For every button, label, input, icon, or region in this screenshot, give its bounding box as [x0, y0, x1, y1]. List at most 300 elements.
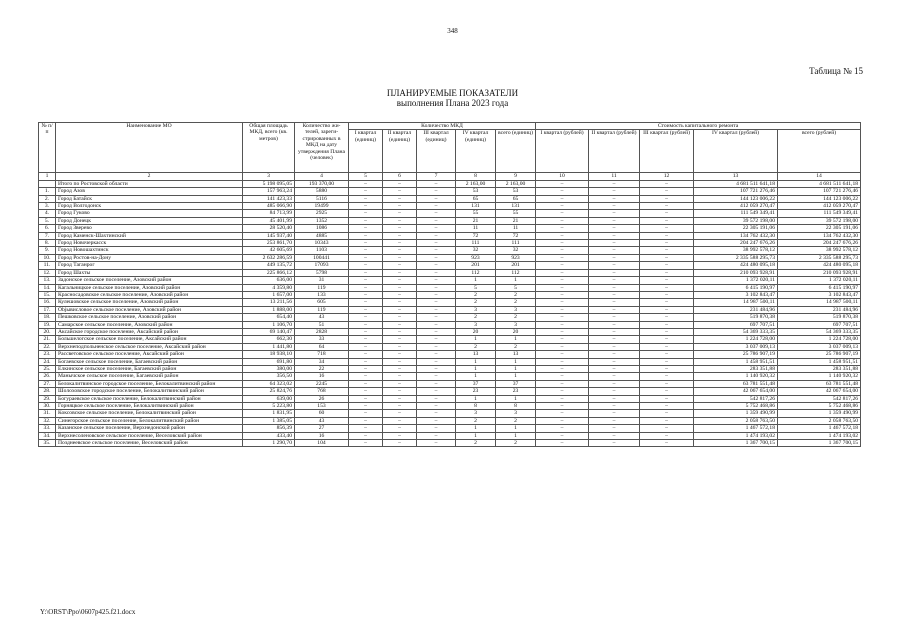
- cell-area: 1 290,70: [243, 440, 295, 447]
- dash-cell: –: [349, 328, 383, 335]
- cell-tot: 1: [496, 365, 536, 372]
- cell-q4r: 412 059 270,47: [694, 203, 778, 210]
- dash-cell: –: [383, 225, 417, 232]
- dash-cell: –: [536, 336, 589, 343]
- dash-cell: –: [536, 395, 589, 402]
- cell-n: 21.: [39, 336, 56, 343]
- cell-name: Город Донецк: [56, 217, 243, 224]
- dash-cell: –: [589, 232, 640, 239]
- cell-n: 4.: [39, 210, 56, 217]
- dash-cell: –: [536, 195, 589, 202]
- cell-tot: 8: [496, 403, 536, 410]
- cell-area: 145 937,40: [243, 232, 295, 239]
- cell-q4: 8: [456, 403, 496, 410]
- col-number: 3: [243, 173, 295, 180]
- table-row: [39, 358, 861, 365]
- cell-q4r: 5 752 468,86: [694, 403, 778, 410]
- table-row: [39, 336, 861, 343]
- cell-area: 636,00: [243, 277, 295, 284]
- dash-cell: –: [640, 321, 694, 328]
- dash-cell: –: [349, 225, 383, 232]
- dash-cell: –: [589, 306, 640, 313]
- cell-q4r: 111 549 349,41: [694, 210, 778, 217]
- cell-q4r: 134 762 432,30: [694, 232, 778, 239]
- cell-res: 10343: [295, 240, 349, 247]
- cell-totr: 4 681 511 641,18: [778, 180, 861, 187]
- dash-cell: –: [640, 440, 694, 447]
- cell-res: 153: [295, 403, 349, 410]
- cell-area: 141 423,33: [243, 195, 295, 202]
- cell-tot: 201: [496, 262, 536, 269]
- dash-cell: –: [536, 269, 589, 276]
- header-q4-units: IV квартал (единиц): [456, 130, 496, 173]
- title-line-2: выполнения Плана 2023 года: [396, 98, 509, 108]
- cell-name: Верхнесоленовское сельское поселение, Веселовский район: [56, 432, 243, 439]
- dash-cell: –: [640, 395, 694, 402]
- dash-cell: –: [417, 432, 456, 439]
- dash-cell: –: [383, 432, 417, 439]
- header-count-group: Количество МКД: [349, 123, 536, 130]
- dash-cell: –: [349, 336, 383, 343]
- header-q2-units: II квартал (единиц): [383, 130, 417, 173]
- dash-cell: –: [349, 232, 383, 239]
- dash-cell: –: [417, 417, 456, 424]
- cell-area: 380,00: [243, 365, 295, 372]
- dash-cell: –: [383, 284, 417, 291]
- cell-n: 28.: [39, 388, 56, 395]
- dash-cell: –: [640, 358, 694, 365]
- cell-area: 157 963,24: [243, 188, 295, 195]
- cell-name: Елкинское сельское поселение, Багаевский район: [56, 365, 243, 372]
- cell-q4: 32: [456, 247, 496, 254]
- dash-cell: –: [349, 180, 383, 187]
- dash-cell: –: [536, 225, 589, 232]
- dash-cell: –: [383, 351, 417, 358]
- cell-name: Кагальницкое сельское поселение, Азовский район: [56, 284, 243, 291]
- cell-name: Красносадовское сельское поселение, Азовский район: [56, 291, 243, 298]
- dash-cell: –: [383, 269, 417, 276]
- cell-q4: 5: [456, 284, 496, 291]
- cell-res: 19499: [295, 203, 349, 210]
- cell-n: 34.: [39, 432, 56, 439]
- dash-cell: –: [589, 388, 640, 395]
- dash-cell: –: [536, 388, 589, 395]
- table-row: [39, 291, 861, 298]
- dash-cell: –: [349, 321, 383, 328]
- cell-name: Итого по Ростовской области: [56, 180, 243, 187]
- cell-q4: 37: [456, 380, 496, 387]
- cell-q4r: 14 987 500,11: [694, 299, 778, 306]
- cell-res: 34: [295, 358, 349, 365]
- table-row: [39, 328, 861, 335]
- cell-tot: 111: [496, 240, 536, 247]
- dash-cell: –: [589, 373, 640, 380]
- cell-tot: 2: [496, 314, 536, 321]
- dash-cell: –: [536, 425, 589, 432]
- cell-tot: 1: [496, 277, 536, 284]
- dash-cell: –: [589, 291, 640, 298]
- dash-cell: –: [536, 277, 589, 284]
- cell-res: 64: [295, 343, 349, 350]
- dash-cell: –: [349, 314, 383, 321]
- dash-cell: –: [589, 180, 640, 187]
- dash-cell: –: [589, 299, 640, 306]
- cell-totr: 412 059 270,47: [778, 203, 861, 210]
- cell-q4r: 1 474 193,02: [694, 432, 778, 439]
- cell-tot: 5: [496, 284, 536, 291]
- dash-cell: –: [589, 336, 640, 343]
- dash-cell: –: [640, 410, 694, 417]
- dash-cell: –: [640, 432, 694, 439]
- dash-cell: –: [536, 432, 589, 439]
- cell-tot: 1: [496, 432, 536, 439]
- table-body: [39, 180, 861, 447]
- dash-cell: –: [536, 343, 589, 350]
- dash-cell: –: [417, 321, 456, 328]
- dash-cell: –: [417, 425, 456, 432]
- header-residents: Количество жи-телей, зареги-стрированных в МКД на дату утверждения Плана (человек): [295, 123, 349, 173]
- dash-cell: –: [417, 358, 456, 365]
- table-row: [39, 417, 861, 424]
- cell-res: 119: [295, 306, 349, 313]
- dash-cell: –: [640, 225, 694, 232]
- cell-name: Город Батайск: [56, 195, 243, 202]
- dash-cell: –: [536, 247, 589, 254]
- cell-name: Рассветовское сельское поселение, Аксайский район: [56, 351, 243, 358]
- table-header: [39, 123, 861, 181]
- footer-path: Y:\ORST\Ppo\0607p425.f21.docx: [40, 608, 136, 616]
- cell-n: 24.: [39, 358, 56, 365]
- col-number: 13: [694, 173, 778, 180]
- dash-cell: –: [589, 425, 640, 432]
- cell-n: 15.: [39, 291, 56, 298]
- cell-res: 718: [295, 351, 349, 358]
- cell-area: 69 140,47: [243, 328, 295, 335]
- cell-tot: 2: [496, 440, 536, 447]
- dash-cell: –: [349, 247, 383, 254]
- table-row: [39, 269, 861, 276]
- page-number: 348: [447, 27, 458, 35]
- dash-cell: –: [349, 343, 383, 350]
- dash-cell: –: [417, 210, 456, 217]
- dash-cell: –: [383, 358, 417, 365]
- cell-totr: 1 474 193,02: [778, 432, 861, 439]
- table-label: Таблица № 15: [809, 66, 863, 76]
- cell-n: 10.: [39, 254, 56, 261]
- dash-cell: –: [536, 373, 589, 380]
- cell-totr: 39 572 198,00: [778, 217, 861, 224]
- dash-cell: –: [383, 403, 417, 410]
- cell-totr: 22 305 191,06: [778, 225, 861, 232]
- cell-tot: 2: [496, 417, 536, 424]
- cell-name: Большелогское сельское поселение, Аксайский район: [56, 336, 243, 343]
- dash-cell: –: [349, 217, 383, 224]
- table-row: [39, 432, 861, 439]
- dash-cell: –: [640, 417, 694, 424]
- dash-cell: –: [640, 314, 694, 321]
- cell-tot: 1: [496, 395, 536, 402]
- dash-cell: –: [349, 291, 383, 298]
- cell-n: 14.: [39, 284, 56, 291]
- cell-totr: 542 817,26: [778, 395, 861, 402]
- dash-cell: –: [349, 388, 383, 395]
- cell-name: Позднеевское сельское поселение, Веселовский район: [56, 440, 243, 447]
- dash-cell: –: [640, 247, 694, 254]
- cell-name: Город Таганрог: [56, 262, 243, 269]
- dash-cell: –: [383, 210, 417, 217]
- dash-cell: –: [640, 388, 694, 395]
- cell-name: Кулешовское сельское поселение, Азовский район: [56, 299, 243, 306]
- dash-cell: –: [349, 351, 383, 358]
- dash-cell: –: [417, 403, 456, 410]
- dash-cell: –: [536, 232, 589, 239]
- dash-cell: –: [349, 262, 383, 269]
- cell-name: Богаевское сельское поселение, Багаевский район: [56, 358, 243, 365]
- dash-cell: –: [536, 217, 589, 224]
- table-row: [39, 440, 861, 447]
- cell-name: Город Волгодонск: [56, 203, 243, 210]
- dash-cell: –: [589, 395, 640, 402]
- cell-res: 60: [295, 410, 349, 417]
- dash-cell: –: [640, 210, 694, 217]
- cell-name: Город Ростов-на-Дону: [56, 254, 243, 261]
- header-q3-units: III квартал (единиц): [417, 130, 456, 173]
- cell-q4r: 210 093 928,91: [694, 269, 778, 276]
- cell-area: 84 713,99: [243, 210, 295, 217]
- cell-q4r: 2 335 588 295,73: [694, 254, 778, 261]
- cell-res: 104: [295, 440, 349, 447]
- cell-name: Пешковское сельское поселение, Азовский район: [56, 314, 243, 321]
- cell-name: Верхнеподпольненское сельское поселение, Аксайский район: [56, 343, 243, 350]
- dash-cell: –: [589, 380, 640, 387]
- cell-q4r: 22 305 191,06: [694, 225, 778, 232]
- dash-cell: –: [589, 432, 640, 439]
- table-row: [39, 262, 861, 269]
- cell-area: 2 632 286,59: [243, 254, 295, 261]
- table-row: [39, 365, 861, 372]
- cell-n: 20.: [39, 328, 56, 335]
- dash-cell: –: [349, 254, 383, 261]
- table-row: [39, 321, 861, 328]
- cell-totr: 1 224 728,00: [778, 336, 861, 343]
- dash-cell: –: [640, 351, 694, 358]
- cell-q4r: 3 102 843,47: [694, 291, 778, 298]
- cell-tot: 2: [496, 291, 536, 298]
- cell-tot: 37: [496, 380, 536, 387]
- cell-res: 16: [295, 373, 349, 380]
- cell-area: 356,50: [243, 373, 295, 380]
- cell-area: 4 359,80: [243, 284, 295, 291]
- table-row: [39, 188, 861, 195]
- cell-area: 433,40: [243, 432, 295, 439]
- cell-n: 7.: [39, 232, 56, 239]
- cell-totr: 424 480 095,18: [778, 262, 861, 269]
- cell-name: Синегорское сельское поселение, Белокалитвинский район: [56, 417, 243, 424]
- dash-cell: –: [383, 203, 417, 210]
- cell-name: Город Шахты: [56, 269, 243, 276]
- dash-cell: –: [349, 358, 383, 365]
- cell-q4: 2 163,00: [456, 180, 496, 187]
- cell-tot: 53: [496, 188, 536, 195]
- dash-cell: –: [536, 188, 589, 195]
- cell-q4: 1: [456, 277, 496, 284]
- dash-cell: –: [383, 425, 417, 432]
- cell-q4r: 424 480 095,18: [694, 262, 778, 269]
- cell-q4: 111: [456, 240, 496, 247]
- cell-q4: 55: [456, 210, 496, 217]
- dash-cell: –: [640, 284, 694, 291]
- cell-n: 35.: [39, 440, 56, 447]
- cell-totr: 6 415 190,97: [778, 284, 861, 291]
- cell-totr: 1 458 951,51: [778, 358, 861, 365]
- dash-cell: –: [383, 373, 417, 380]
- dash-cell: –: [349, 425, 383, 432]
- cell-n: 25.: [39, 365, 56, 372]
- dash-cell: –: [536, 240, 589, 247]
- dash-cell: –: [536, 321, 589, 328]
- dash-cell: –: [640, 328, 694, 335]
- cell-q4: 23: [456, 388, 496, 395]
- dash-cell: –: [536, 203, 589, 210]
- cell-res: 5798: [295, 269, 349, 276]
- dash-cell: –: [417, 247, 456, 254]
- cell-res: 51: [295, 321, 349, 328]
- cell-q4r: 38 992 578,12: [694, 247, 778, 254]
- dash-cell: –: [536, 351, 589, 358]
- cell-q4r: 54 369 333,35: [694, 328, 778, 335]
- cell-totr: 144 123 006,22: [778, 195, 861, 202]
- cell-q4r: 231 484,96: [694, 306, 778, 313]
- cell-res: 2925: [295, 210, 349, 217]
- dash-cell: –: [589, 203, 640, 210]
- page-title: [0, 88, 905, 108]
- cell-res: 1352: [295, 217, 349, 224]
- cell-area: 253 861,70: [243, 240, 295, 247]
- cell-name: Город Каменск-Шахтинский: [56, 232, 243, 239]
- table-row: [39, 232, 861, 239]
- dash-cell: –: [640, 299, 694, 306]
- cell-res: 16: [295, 432, 349, 439]
- cell-q4: 2: [456, 291, 496, 298]
- dash-cell: –: [383, 365, 417, 372]
- dash-cell: –: [417, 395, 456, 402]
- cell-tot: 23: [496, 388, 536, 395]
- cell-tot: 131: [496, 203, 536, 210]
- cell-q4r: 1 359 490,99: [694, 410, 778, 417]
- table-row: [39, 425, 861, 432]
- cell-res: 1103: [295, 247, 349, 254]
- cell-res: 768: [295, 388, 349, 395]
- cell-q4: 1: [456, 425, 496, 432]
- header-total-units: всего (единиц): [496, 130, 536, 173]
- cell-res: 31: [295, 277, 349, 284]
- dash-cell: –: [589, 321, 640, 328]
- cell-name: Город Азов: [56, 188, 243, 195]
- dash-cell: –: [349, 410, 383, 417]
- dash-cell: –: [589, 247, 640, 254]
- cell-q4: 2: [456, 440, 496, 447]
- dash-cell: –: [383, 410, 417, 417]
- cell-q4r: 3 037 009,13: [694, 343, 778, 350]
- cell-res: 26: [295, 395, 349, 402]
- dash-cell: –: [640, 262, 694, 269]
- header-total-rub: всего (рублей): [778, 130, 861, 173]
- cell-tot: 55: [496, 210, 536, 217]
- cell-tot: 1: [496, 358, 536, 365]
- cell-q4r: 107 721 276,46: [694, 188, 778, 195]
- col-number: 6: [383, 173, 417, 180]
- cell-tot: 20: [496, 328, 536, 335]
- dash-cell: –: [417, 195, 456, 202]
- table-row: [39, 277, 861, 284]
- cell-totr: 14 987 500,11: [778, 299, 861, 306]
- header-area: Общая площадь МКД, всего (кв. метров): [243, 123, 295, 173]
- dash-cell: –: [640, 240, 694, 247]
- cell-tot: 3: [496, 410, 536, 417]
- cell-name: Казанское сельское поселение, Верхнедонской район: [56, 425, 243, 432]
- header-q4-rub: IV квартал (рублей): [694, 130, 778, 173]
- cell-q4r: 542 817,26: [694, 395, 778, 402]
- dash-cell: –: [536, 417, 589, 424]
- cell-totr: 283 351,88: [778, 365, 861, 372]
- cell-totr: 54 369 333,35: [778, 328, 861, 335]
- cell-name: Аксайское городское поселение, Аксайский район: [56, 328, 243, 335]
- cell-area: 485 066,90: [243, 203, 295, 210]
- cell-totr: 204 247 676,26: [778, 240, 861, 247]
- cell-q4: 3: [456, 410, 496, 417]
- dash-cell: –: [589, 314, 640, 321]
- dash-cell: –: [589, 351, 640, 358]
- cell-area: 5 198 095,05: [243, 180, 295, 187]
- cell-name: Город Зверево: [56, 225, 243, 232]
- dash-cell: –: [417, 388, 456, 395]
- dash-cell: –: [640, 343, 694, 350]
- col-number: 5: [349, 173, 383, 180]
- cell-area: 449 135,72: [243, 262, 295, 269]
- dash-cell: –: [417, 314, 456, 321]
- cell-n: 30.: [39, 403, 56, 410]
- dash-cell: –: [536, 380, 589, 387]
- cell-n: 2.: [39, 195, 56, 202]
- cell-q4: 1: [456, 395, 496, 402]
- dash-cell: –: [589, 358, 640, 365]
- cell-totr: 107 721 276,46: [778, 188, 861, 195]
- cell-n: 12.: [39, 269, 56, 276]
- cell-area: 662,30: [243, 336, 295, 343]
- dash-cell: –: [417, 336, 456, 343]
- cell-n: 17.: [39, 306, 56, 313]
- dash-cell: –: [417, 328, 456, 335]
- dash-cell: –: [417, 254, 456, 261]
- cell-res: 43: [295, 417, 349, 424]
- dash-cell: –: [417, 306, 456, 313]
- cell-area: 45 401,99: [243, 217, 295, 224]
- cell-totr: 5 752 468,86: [778, 403, 861, 410]
- dash-cell: –: [589, 240, 640, 247]
- dash-cell: –: [417, 188, 456, 195]
- cell-tot: 2: [496, 299, 536, 306]
- dash-cell: –: [383, 232, 417, 239]
- cell-tot: 112: [496, 269, 536, 276]
- table-row: [39, 254, 861, 261]
- col-number: 2: [56, 173, 243, 180]
- cell-n: 8.: [39, 240, 56, 247]
- cell-name: Город Новошахтинск: [56, 247, 243, 254]
- dash-cell: –: [640, 232, 694, 239]
- cell-q4r: 39 572 198,00: [694, 217, 778, 224]
- cell-totr: 1 367 700,15: [778, 440, 861, 447]
- cell-area: 13 211,56: [243, 299, 295, 306]
